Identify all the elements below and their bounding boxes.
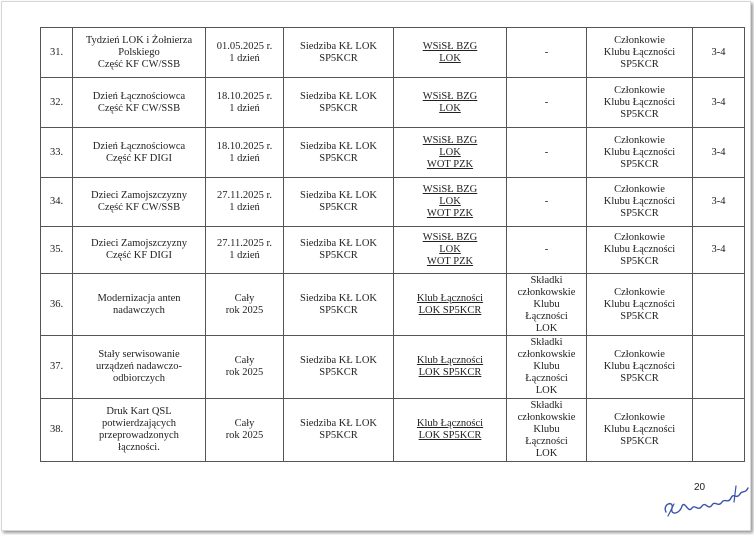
event-line: łączności. bbox=[118, 442, 160, 453]
date-line: 27.11.2025 r. bbox=[216, 238, 273, 249]
cell-organizer bbox=[394, 399, 507, 462]
cell-place bbox=[284, 399, 394, 462]
cell-event bbox=[73, 227, 206, 274]
table-body bbox=[41, 28, 745, 462]
funding-line: Składki bbox=[530, 400, 563, 411]
date-line: Cały bbox=[234, 292, 255, 304]
date-line: 18.10.2025 r. bbox=[216, 140, 273, 152]
cell-count: 3-4 bbox=[693, 28, 745, 78]
cell-place bbox=[284, 227, 394, 274]
event-line: Część KF CW/SSB bbox=[97, 102, 181, 114]
cell-no: 33. bbox=[41, 128, 73, 178]
participants-line: Klubu Łączności bbox=[603, 361, 676, 372]
cell-count: 3-4 bbox=[693, 178, 745, 227]
organizer-line: Klub Łączności bbox=[416, 418, 484, 429]
organizer-line: WSiSŁ BZG bbox=[422, 184, 478, 195]
cell-organizer bbox=[394, 128, 507, 178]
date-line: Cały bbox=[234, 418, 255, 429]
date-line: 01.05.2025 r. bbox=[216, 40, 273, 52]
funding-line: - bbox=[544, 146, 549, 158]
cell-participants bbox=[587, 227, 693, 274]
place-line: SP5KCR bbox=[319, 202, 358, 213]
date-line: 1 dzień bbox=[229, 102, 260, 114]
date-line: Cały bbox=[234, 355, 255, 366]
cell-date bbox=[206, 178, 284, 227]
cell-funding bbox=[507, 178, 587, 227]
organizer-line: WOT PZK bbox=[426, 256, 474, 267]
cell-date bbox=[206, 399, 284, 462]
event-line: Dzień Łącznościowca bbox=[92, 90, 186, 102]
cell-date bbox=[206, 28, 284, 78]
cell-date bbox=[206, 128, 284, 178]
participants-line: SP5KCR bbox=[620, 436, 659, 447]
funding-line: - bbox=[544, 46, 549, 58]
cell-participants bbox=[587, 28, 693, 78]
table-row bbox=[41, 78, 745, 128]
organizer-line: Klub Łączności bbox=[416, 292, 484, 304]
cell-participants bbox=[587, 399, 693, 462]
organizer-line: Klub Łączności bbox=[416, 355, 484, 366]
funding-line: LOK bbox=[535, 322, 558, 334]
funding-line: LOK bbox=[535, 448, 558, 459]
participants-line: SP5KCR bbox=[620, 108, 659, 120]
date-line: 1 dzień bbox=[229, 152, 260, 164]
date-line: 18.10.2025 r. bbox=[216, 90, 273, 102]
table-row bbox=[41, 336, 745, 399]
cell-participants bbox=[587, 336, 693, 399]
participants-line: Członkowie bbox=[614, 232, 665, 243]
event-line: Druk Kart QSL bbox=[106, 406, 172, 417]
participants-line: Członkowie bbox=[614, 184, 665, 195]
page-number: 20 bbox=[694, 482, 706, 493]
cell-participants bbox=[587, 78, 693, 128]
table-row bbox=[41, 178, 745, 227]
funding-line: Łączności bbox=[525, 310, 568, 322]
event-line: Część KF CW/SSB bbox=[97, 202, 181, 213]
participants-line: Klubu Łączności bbox=[603, 196, 676, 207]
place-line: Siedziba KŁ LOK bbox=[300, 190, 377, 201]
organizer-line: LOK bbox=[439, 102, 461, 114]
cell-count bbox=[693, 274, 745, 336]
cell-place bbox=[284, 28, 394, 78]
participants-line: SP5KCR bbox=[620, 256, 659, 267]
funding-line: LOK bbox=[535, 385, 558, 396]
participants-line: Klubu Łączności bbox=[603, 298, 676, 310]
cell-date bbox=[206, 336, 284, 399]
cell-organizer bbox=[394, 28, 507, 78]
participants-line: Członkowie bbox=[614, 34, 665, 46]
participants-line: Klubu Łączności bbox=[603, 46, 676, 58]
funding-line: - bbox=[544, 196, 549, 207]
place-line: Siedziba KŁ LOK bbox=[300, 355, 377, 366]
funding-line: - bbox=[544, 244, 549, 255]
cell-participants bbox=[587, 178, 693, 227]
table-row bbox=[41, 399, 745, 462]
cell-event bbox=[73, 399, 206, 462]
participants-line: Członkowie bbox=[614, 134, 665, 146]
cell-event bbox=[73, 78, 206, 128]
funding-line: członkowskie bbox=[517, 412, 576, 423]
place-line: Siedziba KŁ LOK bbox=[300, 238, 377, 249]
event-line: Część KF DIGI bbox=[106, 152, 172, 164]
event-line: urządzeń nadawczo- bbox=[96, 361, 182, 372]
cell-funding bbox=[507, 28, 587, 78]
cell-no: 36. bbox=[41, 274, 73, 336]
place-line: SP5KCR bbox=[319, 102, 358, 114]
participants-line: SP5KCR bbox=[620, 310, 659, 322]
event-line: Polskiego bbox=[118, 46, 160, 58]
date-line: rok 2025 bbox=[225, 430, 264, 441]
organizer-line: LOK bbox=[439, 52, 461, 64]
cell-participants bbox=[587, 274, 693, 336]
cell-date bbox=[206, 227, 284, 274]
participants-line: Klubu Łączności bbox=[603, 244, 676, 255]
cell-no: 34. bbox=[41, 178, 73, 227]
cell-count bbox=[693, 399, 745, 462]
participants-line: Członkowie bbox=[614, 412, 665, 423]
date-line: 1 dzień bbox=[229, 250, 260, 261]
organizer-line: LOK SP5KCR bbox=[418, 304, 482, 316]
table-row bbox=[41, 28, 745, 78]
funding-line: Łączności bbox=[525, 436, 568, 447]
participants-line: SP5KCR bbox=[620, 208, 659, 219]
date-line: rok 2025 bbox=[225, 367, 264, 378]
date-line: 1 dzień bbox=[229, 52, 260, 64]
cell-funding bbox=[507, 399, 587, 462]
organizer-line: WSiSŁ BZG bbox=[422, 232, 478, 243]
event-line: Tydzień LOK i Żołnierza bbox=[85, 34, 193, 46]
event-line: Modernizacja anten bbox=[97, 292, 181, 304]
organizer-line: LOK bbox=[439, 244, 461, 255]
place-line: Siedziba KŁ LOK bbox=[300, 90, 377, 102]
cell-event bbox=[73, 274, 206, 336]
place-line: SP5KCR bbox=[319, 250, 358, 261]
cell-place bbox=[284, 274, 394, 336]
event-line: odbiorczych bbox=[113, 373, 165, 384]
funding-line: Klubu bbox=[533, 298, 560, 310]
organizer-line: LOK bbox=[439, 146, 461, 158]
place-line: SP5KCR bbox=[319, 304, 358, 316]
place-line: Siedziba KŁ LOK bbox=[300, 40, 377, 52]
event-line: przeprowadzonych bbox=[99, 430, 179, 441]
cell-organizer bbox=[394, 178, 507, 227]
cell-organizer bbox=[394, 274, 507, 336]
participants-line: SP5KCR bbox=[620, 58, 659, 70]
place-line: SP5KCR bbox=[319, 52, 358, 64]
cell-funding bbox=[507, 336, 587, 399]
event-line: nadawczych bbox=[113, 304, 165, 316]
events-table bbox=[40, 27, 745, 462]
event-line: Dzień Łącznościowca bbox=[92, 140, 186, 152]
funding-line: Łączności bbox=[525, 373, 568, 384]
organizer-line: WSiSŁ BZG bbox=[422, 134, 478, 146]
organizer-line: WSiSŁ BZG bbox=[422, 40, 478, 52]
cell-no: 35. bbox=[41, 227, 73, 274]
cell-funding bbox=[507, 227, 587, 274]
cell-organizer bbox=[394, 336, 507, 399]
organizer-line: LOK bbox=[439, 196, 461, 207]
participants-line: Członkowie bbox=[614, 349, 665, 360]
event-line: Stały serwisowanie bbox=[98, 349, 180, 360]
cell-date bbox=[206, 274, 284, 336]
place-line: SP5KCR bbox=[319, 367, 358, 378]
cell-no: 31. bbox=[41, 28, 73, 78]
cell-date bbox=[206, 78, 284, 128]
cell-place bbox=[284, 78, 394, 128]
organizer-line: WSiSŁ BZG bbox=[422, 90, 478, 102]
funding-line: członkowskie bbox=[517, 286, 576, 298]
cell-organizer bbox=[394, 78, 507, 128]
cell-place bbox=[284, 178, 394, 227]
event-line: Dzieci Zamojszczyzny bbox=[91, 238, 187, 249]
place-line: Siedziba KŁ LOK bbox=[300, 140, 377, 152]
event-line: Część KF DIGI bbox=[106, 250, 172, 261]
organizer-line: LOK SP5KCR bbox=[418, 367, 482, 378]
cell-count bbox=[693, 336, 745, 399]
document-page bbox=[1, 1, 751, 531]
participants-line: Klubu Łączności bbox=[603, 96, 676, 108]
cell-funding bbox=[507, 274, 587, 336]
cell-place bbox=[284, 128, 394, 178]
participants-line: Członkowie bbox=[614, 286, 665, 298]
funding-line: Składki bbox=[530, 274, 563, 286]
place-line: Siedziba KŁ LOK bbox=[300, 292, 377, 304]
table-row bbox=[41, 274, 745, 336]
cell-event bbox=[73, 28, 206, 78]
organizer-line: WOT PZK bbox=[426, 208, 474, 219]
cell-no: 38. bbox=[41, 399, 73, 462]
funding-line: Klubu bbox=[533, 361, 560, 372]
participants-line: SP5KCR bbox=[620, 158, 659, 170]
cell-count: 3-4 bbox=[693, 78, 745, 128]
event-line: potwierdzających bbox=[101, 418, 177, 429]
cell-event bbox=[73, 178, 206, 227]
organizer-line: WOT PZK bbox=[426, 158, 474, 170]
cell-funding bbox=[507, 78, 587, 128]
place-line: SP5KCR bbox=[319, 152, 358, 164]
date-line: 27.11.2025 r. bbox=[216, 190, 273, 201]
event-line: Dzieci Zamojszczyzny bbox=[91, 190, 187, 201]
date-line: rok 2025 bbox=[225, 304, 264, 316]
place-line: Siedziba KŁ LOK bbox=[300, 418, 377, 429]
cell-event bbox=[73, 336, 206, 399]
event-line: Część KF CW/SSB bbox=[97, 58, 181, 70]
funding-line: - bbox=[544, 96, 549, 108]
cell-count: 3-4 bbox=[693, 227, 745, 274]
table-row bbox=[41, 128, 745, 178]
handwritten-signature bbox=[652, 474, 752, 524]
date-line: 1 dzień bbox=[229, 202, 260, 213]
cell-place bbox=[284, 336, 394, 399]
cell-event bbox=[73, 128, 206, 178]
cell-funding bbox=[507, 128, 587, 178]
participants-line: SP5KCR bbox=[620, 373, 659, 384]
participants-line: Członkowie bbox=[614, 84, 665, 96]
cell-count: 3-4 bbox=[693, 128, 745, 178]
participants-line: Klubu Łączności bbox=[603, 424, 676, 435]
table-row bbox=[41, 227, 745, 274]
organizer-line: LOK SP5KCR bbox=[418, 430, 482, 441]
cell-no: 37. bbox=[41, 336, 73, 399]
cell-participants bbox=[587, 128, 693, 178]
funding-line: Składki bbox=[530, 337, 563, 348]
funding-line: członkowskie bbox=[517, 349, 576, 360]
funding-line: Klubu bbox=[533, 424, 560, 435]
participants-line: Klubu Łączności bbox=[603, 146, 676, 158]
cell-organizer bbox=[394, 227, 507, 274]
place-line: SP5KCR bbox=[319, 430, 358, 441]
cell-no: 32. bbox=[41, 78, 73, 128]
